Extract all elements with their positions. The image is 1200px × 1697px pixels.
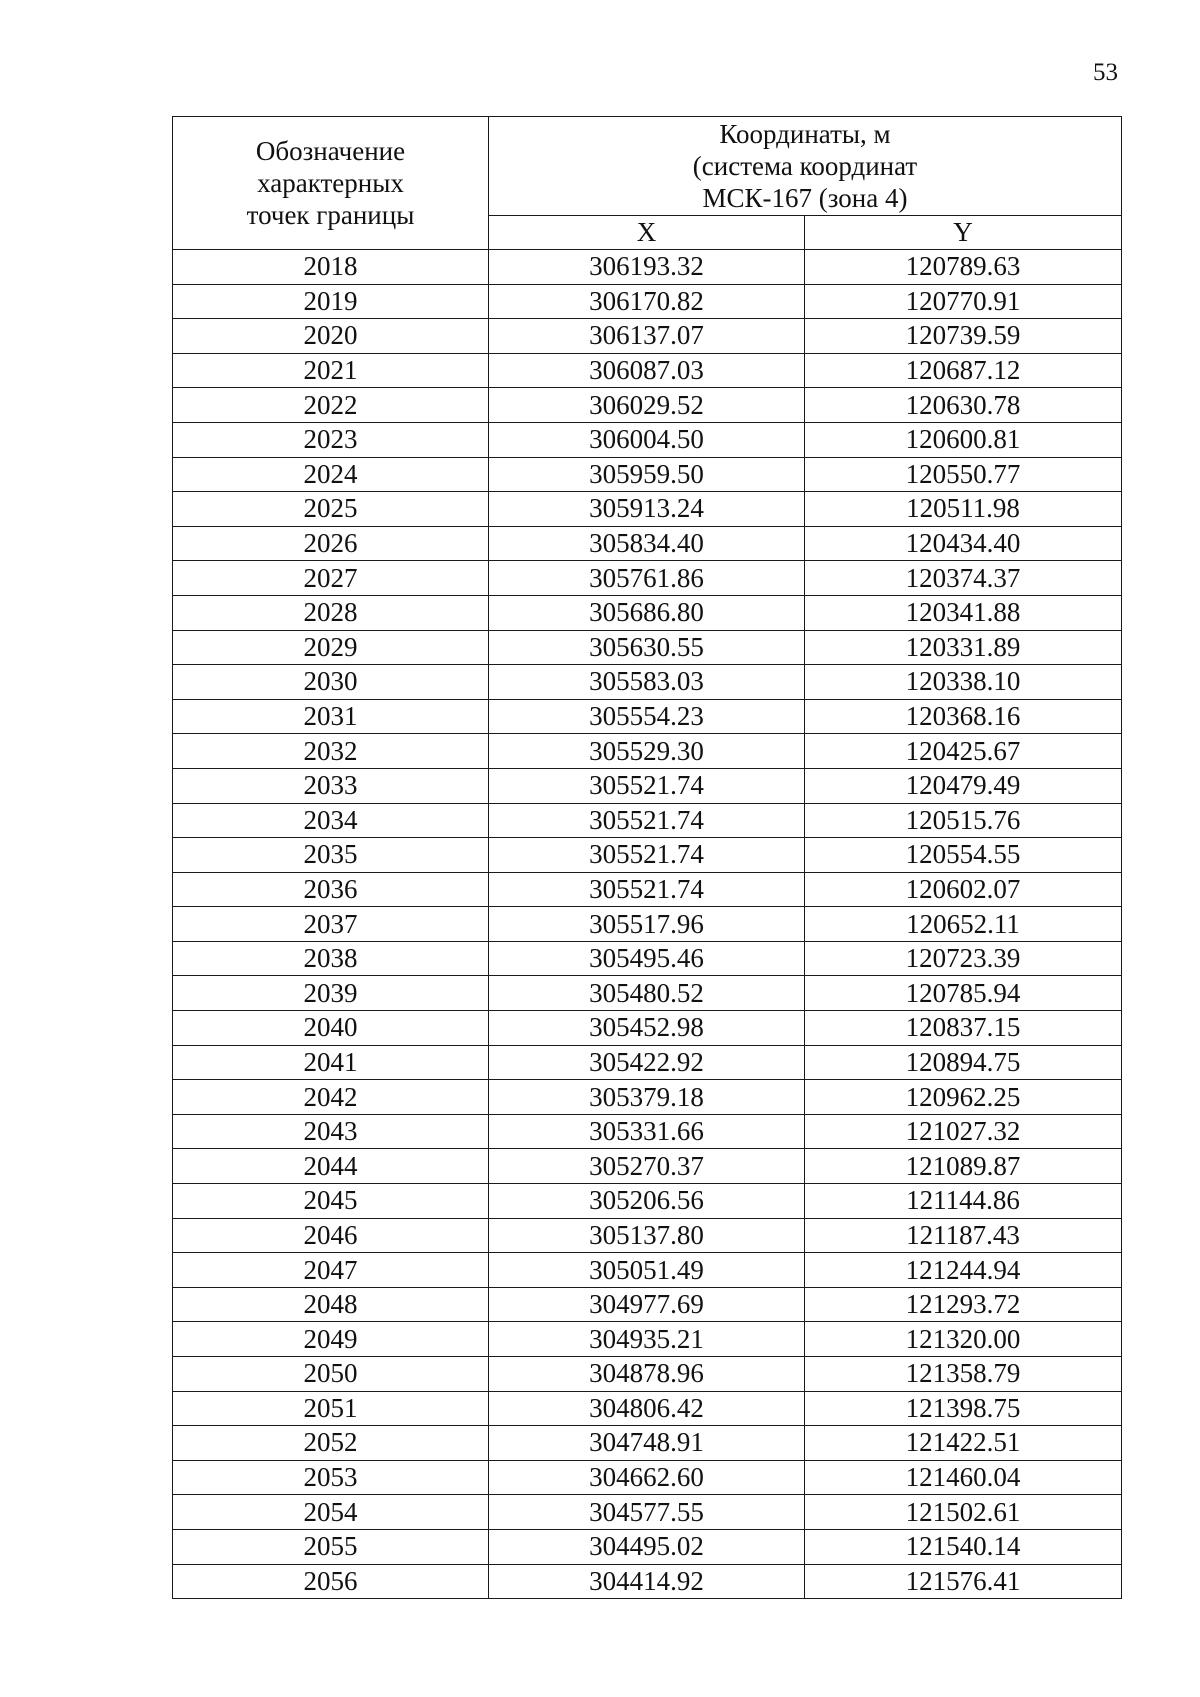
- y-coordinate-cell: 120425.67: [805, 734, 1122, 769]
- table-row: [173, 1322, 1122, 1357]
- x-coordinate-cell: 306170.82: [489, 284, 805, 319]
- table-row: [173, 422, 1122, 457]
- point-cell: 2020: [173, 319, 489, 354]
- header-coordinates-line: Координаты, м: [719, 119, 891, 149]
- point-cell: 2038: [173, 941, 489, 976]
- x-coordinate-cell: 305630.55: [489, 630, 805, 665]
- x-coordinate-cell: 304977.69: [489, 1287, 805, 1322]
- y-coordinate-cell: 120341.88: [805, 595, 1122, 630]
- point-cell: 2019: [173, 284, 489, 319]
- table-row: [173, 734, 1122, 769]
- x-coordinate-cell: 305206.56: [489, 1184, 805, 1219]
- point-cell: 2052: [173, 1426, 489, 1461]
- point-cell: 2031: [173, 699, 489, 734]
- y-coordinate-cell: 121244.94: [805, 1253, 1122, 1288]
- point-cell: 2025: [173, 492, 489, 527]
- point-cell: 2044: [173, 1149, 489, 1184]
- y-coordinate-cell: 120962.25: [805, 1080, 1122, 1115]
- table-row: [173, 1218, 1122, 1253]
- table-row: [173, 595, 1122, 630]
- table-row: [173, 1495, 1122, 1530]
- point-cell: 2030: [173, 665, 489, 700]
- header-coordinates-line: (система координат: [692, 151, 918, 181]
- y-coordinate-cell: 121320.00: [805, 1322, 1122, 1357]
- header-x: X: [489, 216, 805, 250]
- point-cell: 2048: [173, 1287, 489, 1322]
- table-row: [173, 1149, 1122, 1184]
- point-cell: 2035: [173, 838, 489, 873]
- y-coordinate-cell: 120511.98: [805, 492, 1122, 527]
- y-coordinate-cell: 121144.86: [805, 1184, 1122, 1219]
- point-cell: 2041: [173, 1045, 489, 1080]
- y-coordinate-cell: 121502.61: [805, 1495, 1122, 1530]
- y-coordinate-cell: 120739.59: [805, 319, 1122, 354]
- header-coordinates-line: МСК-167 (зона 4): [702, 183, 908, 213]
- x-coordinate-cell: 304495.02: [489, 1529, 805, 1564]
- table-row: [173, 941, 1122, 976]
- point-cell: 2039: [173, 976, 489, 1011]
- y-coordinate-cell: 121422.51: [805, 1426, 1122, 1461]
- table-row: [173, 665, 1122, 700]
- point-cell: 2028: [173, 595, 489, 630]
- y-coordinate-cell: 120368.16: [805, 699, 1122, 734]
- y-coordinate-cell: 120770.91: [805, 284, 1122, 319]
- page-number: 53: [1093, 59, 1118, 86]
- point-cell: 2036: [173, 872, 489, 907]
- point-cell: 2049: [173, 1322, 489, 1357]
- x-coordinate-cell: 305521.74: [489, 768, 805, 803]
- header-point-designation-line: Обозначение: [255, 136, 406, 166]
- x-coordinate-cell: 304414.92: [489, 1564, 805, 1599]
- coordinates-table: [172, 116, 1122, 1599]
- table-row: [173, 768, 1122, 803]
- y-coordinate-cell: 120515.76: [805, 803, 1122, 838]
- table-row: [173, 284, 1122, 319]
- x-coordinate-cell: 305834.40: [489, 526, 805, 561]
- table-row: [173, 699, 1122, 734]
- point-cell: 2040: [173, 1011, 489, 1046]
- table-row: [173, 1080, 1122, 1115]
- point-cell: 2046: [173, 1218, 489, 1253]
- x-coordinate-cell: 306004.50: [489, 422, 805, 457]
- table-row: [173, 1287, 1122, 1322]
- y-coordinate-cell: 120837.15: [805, 1011, 1122, 1046]
- y-coordinate-cell: 121187.43: [805, 1218, 1122, 1253]
- x-coordinate-cell: 306193.32: [489, 250, 805, 285]
- point-cell: 2032: [173, 734, 489, 769]
- header-point-designation-line: точек границы: [246, 200, 415, 230]
- y-coordinate-cell: 120479.49: [805, 768, 1122, 803]
- y-coordinate-cell: 120785.94: [805, 976, 1122, 1011]
- x-coordinate-cell: 305051.49: [489, 1253, 805, 1288]
- table-row: [173, 1529, 1122, 1564]
- table-row: [173, 1184, 1122, 1219]
- table-row: [173, 1011, 1122, 1046]
- x-coordinate-cell: 305521.74: [489, 803, 805, 838]
- x-coordinate-cell: 305517.96: [489, 907, 805, 942]
- table-row: [173, 803, 1122, 838]
- table-row: [173, 388, 1122, 423]
- table-row: [173, 457, 1122, 492]
- x-coordinate-cell: 306137.07: [489, 319, 805, 354]
- point-cell: 2021: [173, 353, 489, 388]
- x-coordinate-cell: 305270.37: [489, 1149, 805, 1184]
- y-coordinate-cell: 120338.10: [805, 665, 1122, 700]
- table-header: [173, 117, 1122, 250]
- point-cell: 2051: [173, 1391, 489, 1426]
- point-cell: 2043: [173, 1114, 489, 1149]
- x-coordinate-cell: 305452.98: [489, 1011, 805, 1046]
- point-cell: 2024: [173, 457, 489, 492]
- header-coordinates: [489, 117, 1122, 216]
- x-coordinate-cell: 305529.30: [489, 734, 805, 769]
- x-coordinate-cell: 305761.86: [489, 561, 805, 596]
- point-cell: 2053: [173, 1460, 489, 1495]
- x-coordinate-cell: 305686.80: [489, 595, 805, 630]
- header-y: Y: [805, 216, 1122, 250]
- point-cell: 2018: [173, 250, 489, 285]
- point-cell: 2056: [173, 1564, 489, 1599]
- y-coordinate-cell: 121460.04: [805, 1460, 1122, 1495]
- y-coordinate-cell: 120331.89: [805, 630, 1122, 665]
- table-row: [173, 872, 1122, 907]
- y-coordinate-cell: 120434.40: [805, 526, 1122, 561]
- point-cell: 2054: [173, 1495, 489, 1530]
- y-coordinate-cell: 120554.55: [805, 838, 1122, 873]
- x-coordinate-cell: 306029.52: [489, 388, 805, 423]
- point-cell: 2055: [173, 1529, 489, 1564]
- y-coordinate-cell: 120894.75: [805, 1045, 1122, 1080]
- point-cell: 2027: [173, 561, 489, 596]
- table-row: [173, 1357, 1122, 1392]
- table-row: [173, 907, 1122, 942]
- point-cell: 2037: [173, 907, 489, 942]
- header-point-designation-line: характерных: [257, 168, 404, 198]
- point-cell: 2045: [173, 1184, 489, 1219]
- x-coordinate-cell: 305480.52: [489, 976, 805, 1011]
- table-row: [173, 838, 1122, 873]
- point-cell: 2050: [173, 1357, 489, 1392]
- x-coordinate-cell: 304577.55: [489, 1495, 805, 1530]
- point-cell: 2033: [173, 768, 489, 803]
- point-cell: 2042: [173, 1080, 489, 1115]
- y-coordinate-cell: 121027.32: [805, 1114, 1122, 1149]
- table-row: [173, 1253, 1122, 1288]
- table-row: [173, 250, 1122, 285]
- x-coordinate-cell: 305331.66: [489, 1114, 805, 1149]
- y-coordinate-cell: 120374.37: [805, 561, 1122, 596]
- x-coordinate-cell: 305137.80: [489, 1218, 805, 1253]
- table-row: [173, 630, 1122, 665]
- x-coordinate-cell: 305521.74: [489, 872, 805, 907]
- x-coordinate-cell: 305959.50: [489, 457, 805, 492]
- y-coordinate-cell: 121398.75: [805, 1391, 1122, 1426]
- y-coordinate-cell: 120550.77: [805, 457, 1122, 492]
- x-coordinate-cell: 305422.92: [489, 1045, 805, 1080]
- table-row: [173, 561, 1122, 596]
- point-cell: 2022: [173, 388, 489, 423]
- table-row: [173, 353, 1122, 388]
- y-coordinate-cell: 120789.63: [805, 250, 1122, 285]
- table-row: [173, 319, 1122, 354]
- x-coordinate-cell: 304806.42: [489, 1391, 805, 1426]
- point-cell: 2023: [173, 422, 489, 457]
- x-coordinate-cell: 304748.91: [489, 1426, 805, 1461]
- x-coordinate-cell: 305521.74: [489, 838, 805, 873]
- y-coordinate-cell: 120723.39: [805, 941, 1122, 976]
- point-cell: 2029: [173, 630, 489, 665]
- y-coordinate-cell: 121358.79: [805, 1357, 1122, 1392]
- table-row: [173, 1391, 1122, 1426]
- x-coordinate-cell: 305379.18: [489, 1080, 805, 1115]
- table-row: [173, 492, 1122, 527]
- x-coordinate-cell: 304935.21: [489, 1322, 805, 1357]
- table-row: [173, 1114, 1122, 1149]
- x-coordinate-cell: 304662.60: [489, 1460, 805, 1495]
- y-coordinate-cell: 121540.14: [805, 1529, 1122, 1564]
- x-coordinate-cell: 304878.96: [489, 1357, 805, 1392]
- y-coordinate-cell: 120600.81: [805, 422, 1122, 457]
- x-coordinate-cell: 305554.23: [489, 699, 805, 734]
- y-coordinate-cell: 120652.11: [805, 907, 1122, 942]
- table-row: [173, 1426, 1122, 1461]
- y-coordinate-cell: 120687.12: [805, 353, 1122, 388]
- y-coordinate-cell: 121089.87: [805, 1149, 1122, 1184]
- table-body: [173, 250, 1122, 1599]
- point-cell: 2026: [173, 526, 489, 561]
- point-cell: 2047: [173, 1253, 489, 1288]
- y-coordinate-cell: 121576.41: [805, 1564, 1122, 1599]
- header-point-designation: [173, 117, 489, 250]
- y-coordinate-cell: 120630.78: [805, 388, 1122, 423]
- x-coordinate-cell: 305583.03: [489, 665, 805, 700]
- table-row: [173, 526, 1122, 561]
- table-row: [173, 976, 1122, 1011]
- y-coordinate-cell: 121293.72: [805, 1287, 1122, 1322]
- table-row: [173, 1460, 1122, 1495]
- point-cell: 2034: [173, 803, 489, 838]
- x-coordinate-cell: 305495.46: [489, 941, 805, 976]
- table-row: [173, 1564, 1122, 1599]
- table-row: [173, 1045, 1122, 1080]
- x-coordinate-cell: 306087.03: [489, 353, 805, 388]
- x-coordinate-cell: 305913.24: [489, 492, 805, 527]
- y-coordinate-cell: 120602.07: [805, 872, 1122, 907]
